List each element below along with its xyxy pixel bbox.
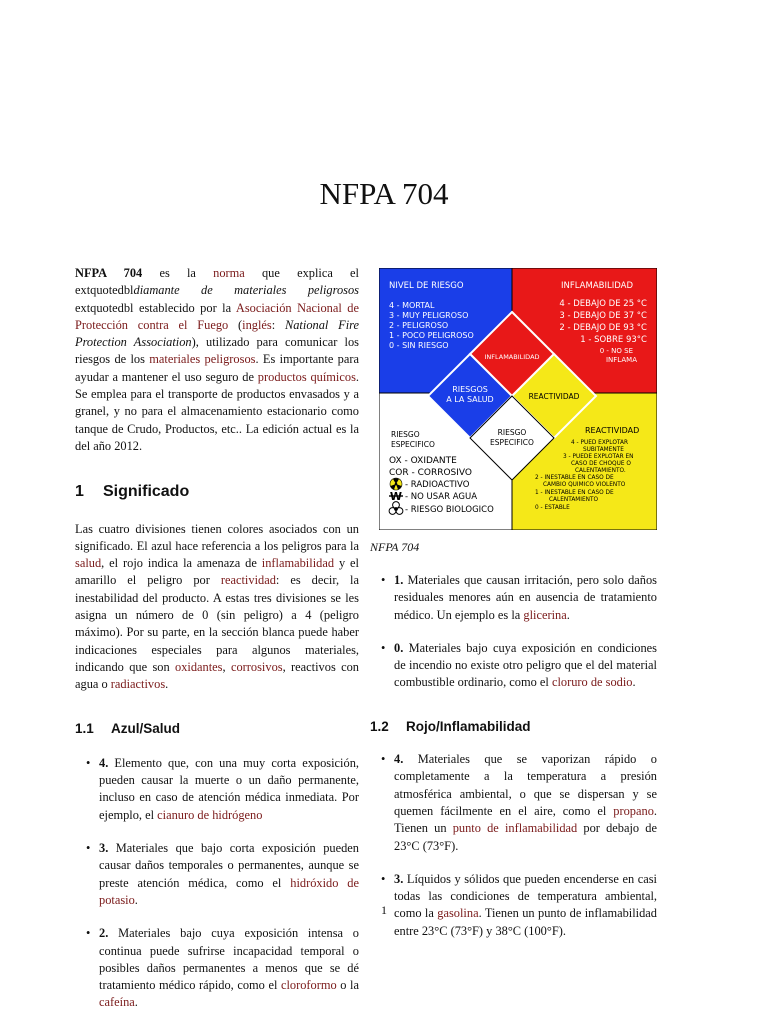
link-salud[interactable]: salud: [75, 556, 102, 571]
react-line: CAMBIO QUIMICO VIOLENTO: [543, 482, 626, 488]
react-line: CASO DE CHOQUE O: [571, 461, 631, 467]
infl-line: 0 - NO SE: [599, 347, 633, 355]
page-number: 1: [381, 903, 387, 917]
list-item: • 3. Materiales que bajo corta exposición pueden causar daños temporales o permanentes, aunque se preste atención médica, como el hidróxido de potasio.: [75, 840, 359, 909]
react-line: CALENTAMIENTO: [549, 497, 599, 503]
svg-text:W: W: [389, 490, 403, 503]
list-item: • 4. Materiales que se vaporizan rápido o completamente a la temperatura a presión atmosférica ambiental, o que se dispersan y se quemen fácilmente en el aire, como el propano. Tienen un punto de inflamabilidad por debajo de 23°C (73°F).: [370, 751, 657, 855]
react-line: 2 - INESTABLE EN CASO DE: [535, 475, 614, 481]
react-line: 0 - ESTABLE: [535, 505, 570, 511]
link-cloroformo[interactable]: cloroformo: [280, 978, 337, 993]
link-asociacion[interactable]: Asociación Nacional de Protección contra el Fuego: [75, 300, 359, 332]
infl-line: 1 - SOBRE 93°C: [580, 335, 647, 345]
link-gasolina[interactable]: gasolina: [437, 906, 479, 921]
nivel-line: 1 - POCO PELIGROSO: [389, 331, 474, 340]
health-list-continued: [370, 572, 657, 692]
link-corrosivos[interactable]: corrosivos: [230, 659, 283, 674]
health-list: [75, 755, 359, 1012]
no-water-icon: [389, 490, 403, 503]
page-title: NFPA 704: [319, 176, 449, 211]
link-propano[interactable]: propano: [613, 803, 654, 818]
esp-title: ESPECIFICO: [391, 440, 435, 449]
link-cloruro-sodio[interactable]: cloruro de sodio: [551, 675, 633, 690]
react-line: 3 - PUEDE EXPLOTAR EN: [563, 454, 634, 460]
react-line: CALENTAMIENTO.: [575, 468, 626, 474]
section-paragraph: Las cuatro divisiones tienen colores asociados con un significado. El azul hace referencia a los peligros para la salud, el rojo indica la amenaza de inflamabilidad y el amarillo el peligro por reactividad: es decir, la inestabilidad del producto. A estas tres divisiones se les asigna un número de 0 (sin peligro) a 4 (peligro máximo). Por su parte, en la sección blanca puede haber indicaciones especiales para algunos materiales, indicando que son oxidantes, corrosivos, reactivos con agua o radiactivos.: [75, 521, 359, 692]
react-line: SUBITAMENTE: [583, 447, 624, 453]
subsection-heading: 1.1 Azul/Salud: [75, 720, 181, 736]
subsection-heading: 1.2 Rojo/Inflamabilidad: [370, 718, 531, 734]
list-item: • 3. Líquidos y sólidos que pueden encenderse en casi todas las condiciones de temperatura ambiental, como la gasolina. Tienen un punto de inflamabilidad entre 23°C (73°F) y 38°C (100°F).: [370, 871, 657, 940]
link-cianuro[interactable]: cianuro de hidrógeno: [157, 807, 263, 822]
diamond-esp-label: ESPECIFICO: [490, 438, 534, 447]
esp-line: - RADIOACTIVO: [405, 480, 470, 490]
infl-line: 4 - DEBAJO DE 25 °C: [559, 299, 647, 309]
esp-line: - NO USAR AGUA: [405, 492, 478, 502]
link-inflamabilidad[interactable]: inflamabilidad: [261, 556, 335, 571]
react-title: REACTIVIDAD: [585, 426, 640, 435]
link-oxidantes[interactable]: oxidantes: [175, 659, 223, 674]
react-line: 4 - PUED EXPLOTAR: [571, 440, 628, 446]
infl-line: 3 - DEBAJO DE 37 °C: [559, 311, 647, 321]
intro-paragraph: NFPA 704 es la norma que explica el extquotedbldiamante de materiales peligrosos extquotedbl establecido por la Asociación Nacional de Protección contra el Fuego (inglés: National Fire Protection Association), utilizado para comunicar los riesgos de los materiales peligrosos. Es importante para ayudar a mantener el uso seguro de productos químicos. Se emplea para el transporte de productos envasados y a granel, y no para el almacenamiento estacionario como tanque de Crudo, Productos, etc.. La edición actual es la del año 2012.: [75, 266, 360, 453]
nivel-line: 2 - PELIGROSO: [389, 321, 449, 330]
link-ingles[interactable]: inglés: [242, 317, 272, 332]
infl-line: 2 - DEBAJO DE 93 °C: [559, 323, 647, 333]
diamond-esp-label: RIESGO: [497, 428, 527, 437]
diamond-salud-label: A LA SALUD: [446, 395, 494, 404]
link-hidroxido[interactable]: hidróxido de potasio: [99, 875, 359, 907]
nivel-title: NIVEL DE RIESGO: [389, 281, 464, 291]
nfpa-diamond-graphic: [379, 268, 657, 530]
diamond-salud-label: RIESGOS: [452, 385, 488, 394]
link-glicerina[interactable]: glicerina: [523, 607, 567, 622]
infl-line: INFLAMA: [605, 356, 637, 364]
link-materiales-peligrosos[interactable]: materiales peligrosos: [149, 352, 256, 367]
link-productos-quimicos[interactable]: productos químicos: [257, 369, 356, 384]
nfpa-diamond-figure: [379, 268, 657, 530]
react-line: 1 - INESTABLE EN CASO DE: [535, 490, 614, 496]
infl-title: INFLAMABILIDAD: [561, 281, 633, 291]
diamond-react-label: REACTIVIDAD: [528, 392, 580, 401]
link-radiactivos[interactable]: radiactivos: [110, 677, 166, 692]
nivel-line: 4 - MORTAL: [389, 301, 435, 310]
list-item: • 2. Materiales bajo cuya exposición intensa o continua puede sufrirse incapacidad temporal o posibles daños permanentes a menos que se dé tratamiento médico rápido, como el cloroformo o la cafeína.: [75, 925, 359, 1011]
right-column: [370, 572, 657, 956]
esp-line: COR - CORROSIVO: [389, 468, 472, 478]
esp-line: - RIESGO BIOLOGICO: [405, 505, 494, 515]
link-punto-inflamabilidad[interactable]: punto de inflamabilidad: [452, 821, 578, 836]
nivel-line: 0 - SIN RIESGO: [389, 341, 449, 350]
list-item: • 4. Elemento que, con una muy corta exposición, pueden causar la muerte o un daño permanente, incluso en caso de atención médica inmediata. Por ejemplo, el cianuro de hidrógeno: [75, 755, 359, 824]
figure-caption: NFPA 704: [370, 540, 420, 554]
link-cafeina[interactable]: cafeína: [99, 995, 135, 1010]
list-item: • 0. Materiales bajo cuya exposición en condiciones de incendio no existe otro peligro que el del material combustible ordinario, como el cloruro de sodio.: [370, 640, 657, 692]
nivel-line: 3 - MUY PELIGROSO: [389, 311, 469, 320]
radioactive-icon: [390, 478, 402, 490]
section-heading: 1 Significado: [75, 483, 190, 501]
diamond-infl-label: INFLAMABILIDAD: [484, 353, 540, 361]
link-norma[interactable]: norma: [213, 266, 245, 280]
link-reactividad[interactable]: reactividad: [220, 573, 276, 588]
esp-line: OX - OXIDANTE: [389, 456, 457, 466]
list-item: • 1. Materiales que causan irritación, pero solo daños residuales menores aún en ausencia de tratamiento médico. Un ejemplo es la glicerina.: [370, 572, 657, 624]
esp-title: RIESGO: [391, 430, 420, 439]
